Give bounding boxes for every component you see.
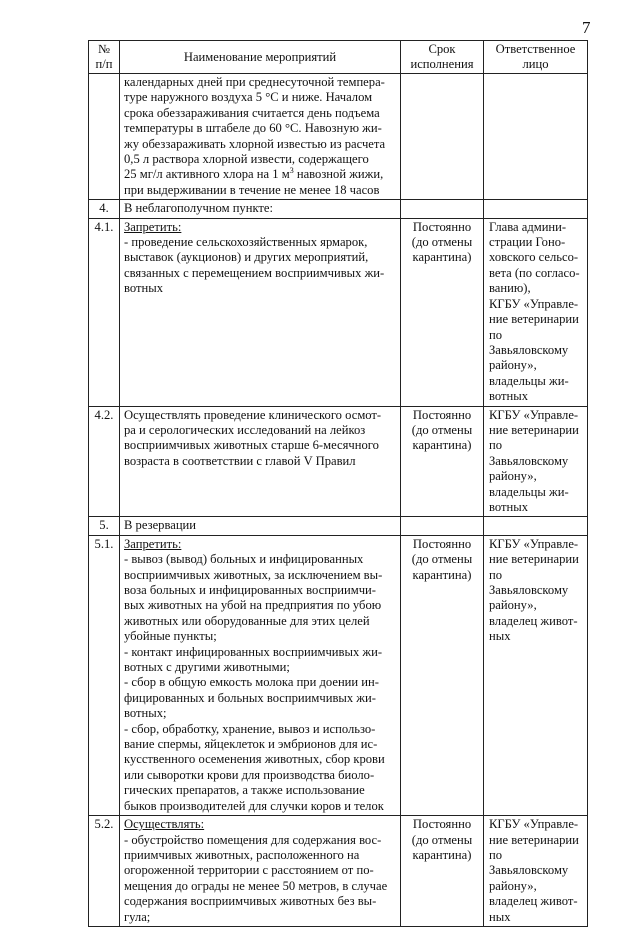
- table-row-4-2: [89, 406, 588, 517]
- section-title: В неблагополучном пункте:: [120, 200, 401, 218]
- row-responsible: [484, 74, 588, 200]
- row-responsible: Глава админи- страции Гоно- ховского сельсо- вета (по согласо- ванию), КГБУ «Управле- ние ветеринарии по Завьяловскому району», владельцы жи- вотных: [484, 218, 588, 406]
- row-number: 5.2.: [89, 816, 120, 927]
- table-row-5-2: [89, 816, 588, 927]
- header-number: № п/п: [89, 41, 120, 74]
- events-table: [88, 40, 588, 927]
- row-description: Запретить: - проведение сельскохозяйственных ярмарок, выставок (аукционов) и других мероприятий, связанных с перемещением восприимчивых жи- вотных: [120, 218, 401, 406]
- section-title: В резервации: [120, 517, 401, 535]
- table-header-row: [89, 41, 588, 74]
- row-term: [401, 74, 484, 200]
- row-term: Постоянно (до отмены карантина): [401, 406, 484, 517]
- section-number: 4.: [89, 200, 120, 218]
- header-name: Наименование мероприятий: [120, 41, 401, 74]
- table-row-5-1: [89, 535, 588, 815]
- row-number: 4.2.: [89, 406, 120, 517]
- row-responsible: КГБУ «Управле- ние ветеринарии по Завьяловскому району», владельцы жи- вотных: [484, 406, 588, 517]
- header-responsible: Ответственное лицо: [484, 41, 588, 74]
- row-number: 4.1.: [89, 218, 120, 406]
- row-term: Постоянно (до отмены карантина): [401, 535, 484, 815]
- table-row-4-1: [89, 218, 588, 406]
- row-description: Осуществлять проведение клинического осмот- ра и серологических исследований на лейкоз восприимчивых животных старше 6-месячного возраста в соответствии с главой V Правил: [120, 406, 401, 517]
- row-description: Осуществлять: - обустройство помещения для содержания вос- приимчивых животных, расположенного на огороженной территории с расстоянием от по- мещения до ограды не менее 50 метров, в случае содержания восприимчивых животных без вы- гула;: [120, 816, 401, 927]
- table-row-continuation: [89, 74, 588, 200]
- header-term: Срок исполнения: [401, 41, 484, 74]
- row-number: 5.1.: [89, 535, 120, 815]
- row-description: Запретить: - вывоз (вывод) больных и инфицированных восприимчивых животных, за исключением вы- воза больных и инфицированных восприимчи- вых животных на убой на предприятия по убою животных или оборудованные для этих целей убойные пункты; - контакт инфицированных восприимчивых жи- вотных с другими животными; - сбор в общую емкость молока при доении ин- фицированных и больных восприимчивых жи- вотных; - сбор, обработку, хранение, вывоз и использо- вание спермы, яйцеклеток и эмбрионов для ис- кусственного осеменения животных, сбор крови или сыворотки крови для производства биоло- гических препаратов, а также использование быков производителей для случки коров и телок: [120, 535, 401, 815]
- page-number: 7: [582, 18, 591, 37]
- row-description: календарных дней при среднесуточной темпера- туре наружного воздуха 5 °С и ниже. Началом срока обеззараживания считается день подъема температуры в штабеле до 60 °С. Навозную жи- жу обеззараживать хлорной известью из расчета 0,5 л раствора хлорной извести, содержащего 25 мг/л активного хлора на 1 $м^3$ навозной жижи, при выдерживании в течение не менее 18 часов: [120, 74, 401, 200]
- section-number: 5.: [89, 517, 120, 535]
- section-row-4: [89, 200, 588, 218]
- row-responsible: КГБУ «Управле- ние ветеринарии по Завьяловскому району», владелец живот- ных: [484, 535, 588, 815]
- row-term: Постоянно (до отмены карантина): [401, 816, 484, 927]
- row-term: Постоянно (до отмены карантина): [401, 218, 484, 406]
- row-responsible: КГБУ «Управле- ние ветеринарии по Завьяловскому району», владелец живот- ных: [484, 816, 588, 927]
- row-number: [89, 74, 120, 200]
- section-row-5: [89, 517, 588, 535]
